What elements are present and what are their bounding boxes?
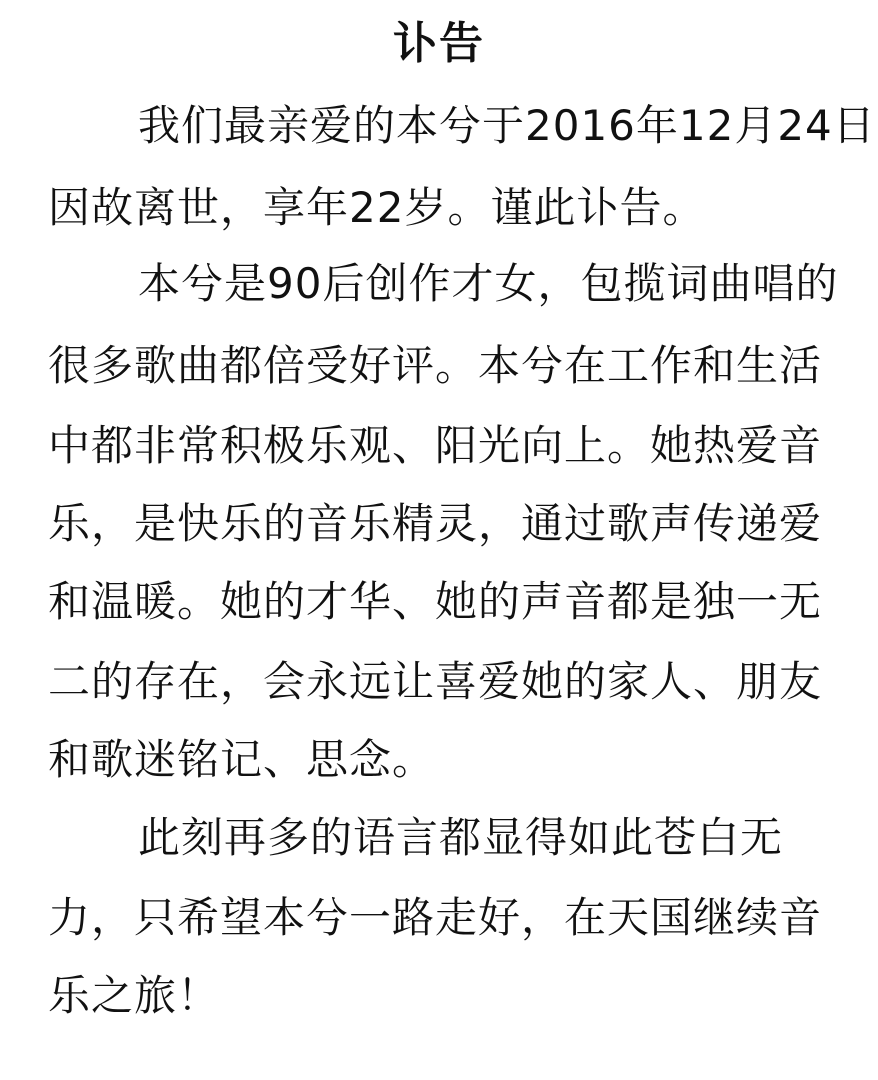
text-line: 此刻再多的语言都显得如此苍白无 [138,813,784,862]
page-title: 讣告 [393,18,485,69]
text-line: 我们最亲爱的本兮于2016年12月24日 [138,101,876,150]
text-line: 中都非常积极乐观、阳光向上。她热爱音 [48,421,823,470]
text-line: 很多歌曲都倍受好评。本兮在工作和生活 [48,341,823,390]
text-line: 乐，是快乐的音乐精灵，通过歌声传递爱 [48,499,823,548]
text-line: 因故离世，享年22岁。谨此讣告。 [48,183,706,232]
text-line: 和歌迷铭记、思念。 [48,735,436,784]
text-line: 二的存在，会永远让喜爱她的家人、朋友 [48,657,823,706]
text-line: 和温暖。她的才华、她的声音都是独一无 [48,577,823,626]
text-line: 本兮是90后创作才女，包揽词曲唱的 [138,259,839,308]
text-line: 乐之旅！ [48,971,221,1020]
text-line: 力，只希望本兮一路走好，在天国继续音 [48,893,823,942]
